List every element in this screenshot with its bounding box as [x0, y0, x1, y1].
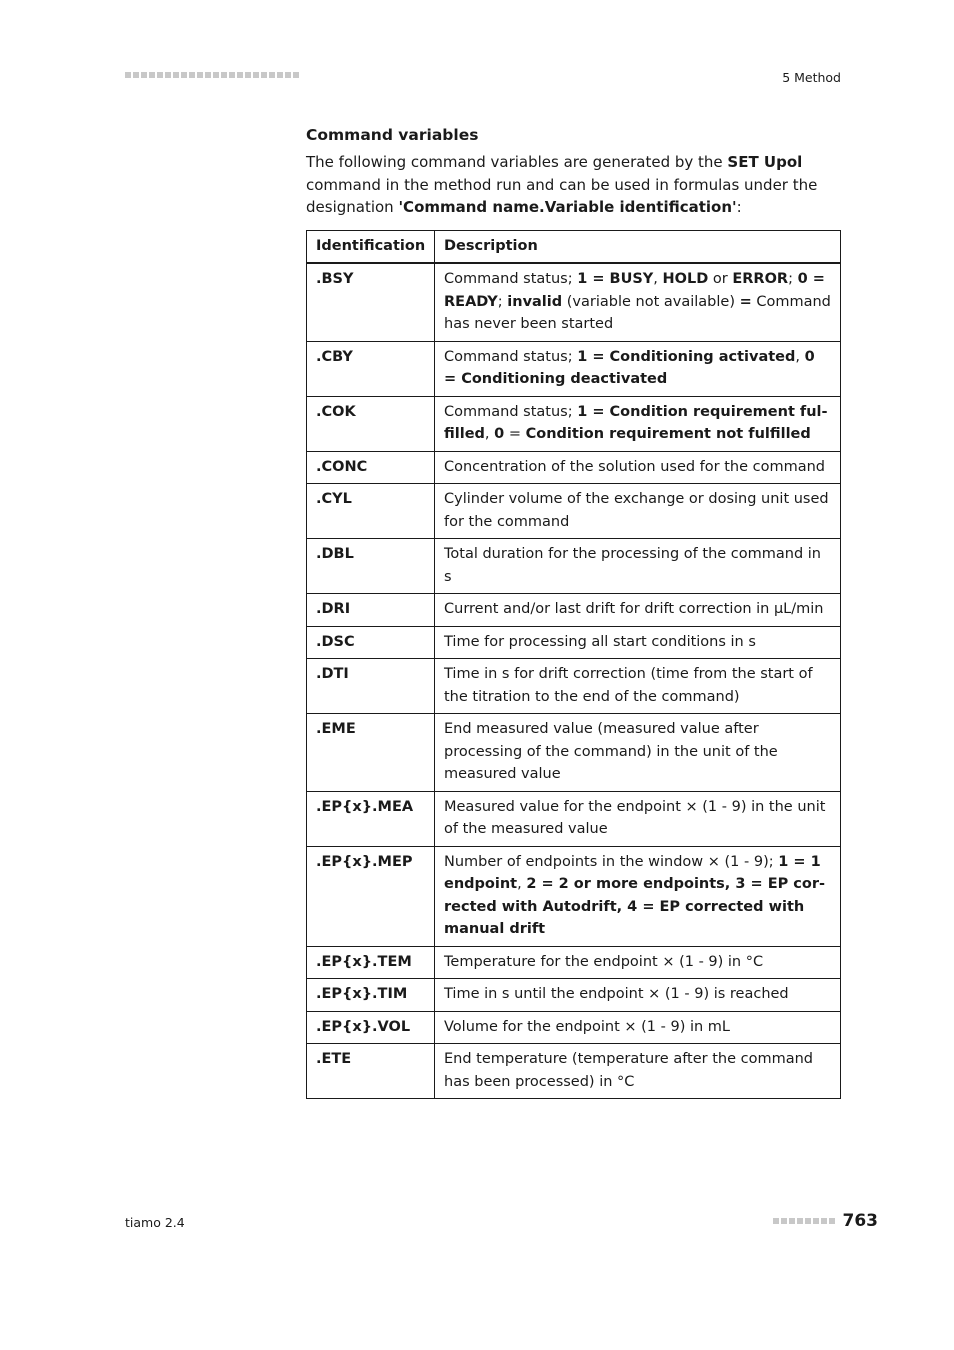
table-row — [307, 946, 841, 979]
text-run: Command status; — [444, 348, 578, 365]
text-run: Command has never been started — [444, 293, 831, 332]
variable-identification: .DBL — [307, 539, 435, 594]
text-run: = — [504, 426, 526, 442]
bold-text: HOLD — [662, 271, 709, 287]
variable-description — [435, 539, 841, 594]
text-run: The following command variables are generated by the — [306, 153, 728, 171]
text-run: Cylinder volume of the exchange or dosing unit used for the command — [444, 491, 829, 530]
bold-text: 2 = 2 or more endpoints, 3 = EP corrected with Autodrift, 4 = EP corrected with manual drift — [444, 876, 826, 937]
variable-identification: .EP{x}.MEA — [307, 791, 435, 846]
table-row — [307, 1044, 841, 1099]
variable-description — [435, 484, 841, 539]
table-header-row — [307, 230, 841, 263]
variable-identification: .DSC — [307, 626, 435, 659]
variable-identification: .CBY — [307, 341, 435, 396]
variable-identification: .CYL — [307, 484, 435, 539]
variable-identification: .ETE — [307, 1044, 435, 1099]
text-run: Time in s until the endpoint × (1 - 9) is reached — [444, 986, 789, 1002]
text-run: ; — [788, 271, 798, 287]
text-run: Temperature for the endpoint × (1 - 9) in °C — [444, 953, 764, 970]
text-run: (variable not available) — [562, 293, 740, 310]
command-variables-table — [306, 230, 841, 1100]
bold-text: Condition requirement not fulfilled — [525, 426, 811, 442]
bold-text: invalid — [507, 293, 563, 310]
variable-description — [435, 714, 841, 792]
variable-description — [435, 846, 841, 946]
table-row — [307, 979, 841, 1012]
main-content — [306, 126, 841, 1099]
variable-description — [435, 626, 841, 659]
footer-product: tiamo 2.4 — [125, 1215, 185, 1230]
text-run: command in the method run and can be used in formulas under the designation — [306, 175, 818, 216]
table-row — [307, 484, 841, 539]
text-run: Total duration for the processing of the command in s — [444, 546, 821, 585]
header-section-title: 5 Method — [782, 70, 841, 85]
variable-description — [435, 451, 841, 484]
text-run: ; — [497, 293, 508, 310]
bold-text: 0 = READY — [444, 271, 825, 310]
text-run: Measured value for the endpoint × (1 - 9) in the unit of the measured value — [444, 798, 826, 837]
variable-identification: .EME — [307, 714, 435, 792]
text-run: Time for processing all start conditions in s — [444, 633, 756, 650]
variable-identification: .EP{x}.TIM — [307, 979, 435, 1012]
text-run: Number of endpoints in the window × (1 - 9); — [444, 853, 779, 870]
variable-identification: .COK — [307, 396, 435, 451]
text-run: End measured value (measured value after processing of the command) in the unit of the measured value — [444, 721, 778, 782]
page-number: 763 — [842, 1211, 878, 1231]
column-header-description: Description — [435, 230, 841, 263]
table-body — [307, 263, 841, 1099]
variable-description — [435, 594, 841, 627]
text-run: or — [708, 271, 733, 287]
bold-text: 0 — [494, 426, 505, 442]
bold-text: 1 = 1 endpoint — [444, 853, 821, 892]
variable-description — [435, 1011, 841, 1044]
text-run: Volume for the endpoint × (1 - 9) in mL — [444, 1018, 731, 1035]
variable-identification: .DTI — [307, 659, 435, 714]
bold-text: 1 = Conditioning activated — [577, 348, 796, 365]
table-row — [307, 451, 841, 484]
bold-text: 1 = BUSY — [577, 271, 654, 287]
text-run: End temperature (temperature after the command has been processed) in °C — [444, 1051, 814, 1090]
table-row — [307, 846, 841, 946]
bold-text: ERROR — [732, 271, 789, 287]
text-run: Command status; — [444, 271, 578, 287]
text-run: , — [795, 348, 805, 365]
bold-text: 0 = Conditioning deactivated — [444, 348, 815, 387]
bold-text: 1 = Condition requirement fulfilled — [444, 403, 828, 442]
variable-identification: .CONC — [307, 451, 435, 484]
bold-text: = — [739, 293, 752, 310]
table-row — [307, 626, 841, 659]
variable-identification: .DRI — [307, 594, 435, 627]
table-row — [307, 341, 841, 396]
variable-description — [435, 1044, 841, 1099]
variable-identification: .EP{x}.TEM — [307, 946, 435, 979]
table-row — [307, 263, 841, 341]
section-heading: Command variables — [306, 126, 479, 144]
text-run: Command status; — [444, 403, 578, 420]
variable-description — [435, 946, 841, 979]
bold-text: SET Upol — [727, 153, 803, 171]
table-row — [307, 594, 841, 627]
table-row — [307, 396, 841, 451]
text-run: Time in s for drift correction (time from the start of the titration to the end of the command) — [444, 666, 813, 705]
text-run: : — [736, 198, 742, 216]
variable-description — [435, 791, 841, 846]
column-header-identification: Identification — [307, 230, 435, 263]
bold-text: 'Command name.Variable identification' — [398, 198, 737, 216]
variable-description — [435, 396, 841, 451]
text-run: Current and/or last drift for drift correction in µL/min — [444, 601, 824, 617]
footer-decoration — [773, 1218, 835, 1224]
variable-description — [435, 659, 841, 714]
text-run: Concentration of the solution used for the command — [444, 458, 826, 475]
variable-description — [435, 263, 841, 341]
table-row — [307, 539, 841, 594]
variable-description — [435, 341, 841, 396]
text-run: , — [517, 876, 527, 892]
text-run: , — [484, 426, 495, 442]
header-decoration — [125, 72, 299, 78]
variable-identification: .EP{x}.VOL — [307, 1011, 435, 1044]
table-row — [307, 659, 841, 714]
table-row — [307, 714, 841, 792]
variable-identification: .BSY — [307, 263, 435, 341]
variable-description — [435, 979, 841, 1012]
table-row — [307, 791, 841, 846]
variable-identification: .EP{x}.MEP — [307, 846, 435, 946]
text-run: , — [653, 271, 663, 287]
table-row — [307, 1011, 841, 1044]
intro-paragraph — [306, 151, 841, 219]
